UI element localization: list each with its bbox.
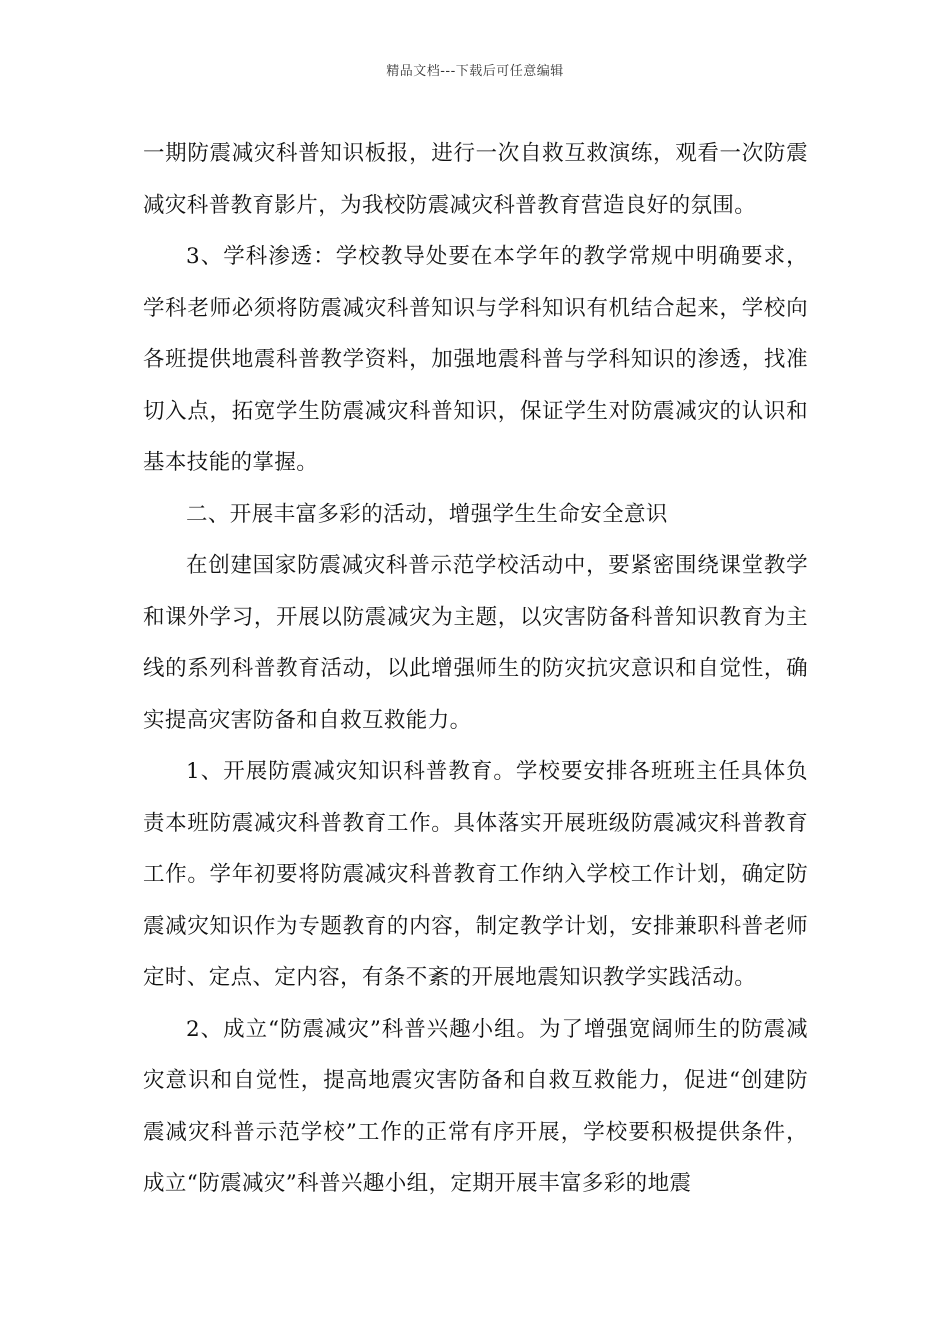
- paragraph: 2、成立“防震减灾”科普兴趣小组。为了增强宽阔师生的防震减灾意识和自觉性，提高地震灾害防备和自救互救能力，促进“创建防震减灾科普示范学校”工作的正常有序开展，学校要积极提供条件，成立“防震减灾”科普兴趣小组，定期开展丰富多彩的地震: [143, 1016, 808, 1196]
- page-header: 精品文档---下载后可任意编辑: [386, 64, 564, 79]
- paragraph: 一期防震减灾科普知识板报，进行一次自救互救演练，观看一次防震减灾科普教育影片，为我校防震减灾科普教育营造良好的氛围。: [143, 141, 808, 218]
- section-heading: 二、开展丰富多彩的活动，增强学生生命安全意识: [186, 501, 668, 527]
- paragraph: 在创建国家防震减灾科普示范学校活动中，要紧密围绕课堂教学和课外学习，开展以防震减灾为主题，以灾害防备科普知识教育为主线的系列科普教育活动，以此增强师生的防灾抗灾意识和自觉性，确实提高灾害防备和自救互救能力。: [143, 553, 808, 733]
- paragraph: 3、学科渗透：学校教导处要在本学年的教学常规中明确要求，学科老师必须将防震减灾科普知识与学科知识有机结合起来，学校向各班提供地震科普教学资料，加强地震科普与学科知识的渗透，找准切入点，拓宽学生防震减灾科普知识，保证学生对防震减灾的认识和基本技能的掌握。: [143, 244, 808, 475]
- document-body: [143, 128, 808, 1210]
- paragraph: 1、开展防震减灾知识科普教育。学校要安排各班班主任具体负责本班防震减灾科普教育工作。具体落实开展班级防震减灾科普教育工作。学年初要将防震减灾科普教育工作纳入学校工作计划，确定防震减灾知识作为专题教育的内容，制定教学计划，安排兼职科普老师定时、定点、定内容，有条不紊的开展地震知识教学实践活动。: [143, 759, 808, 990]
